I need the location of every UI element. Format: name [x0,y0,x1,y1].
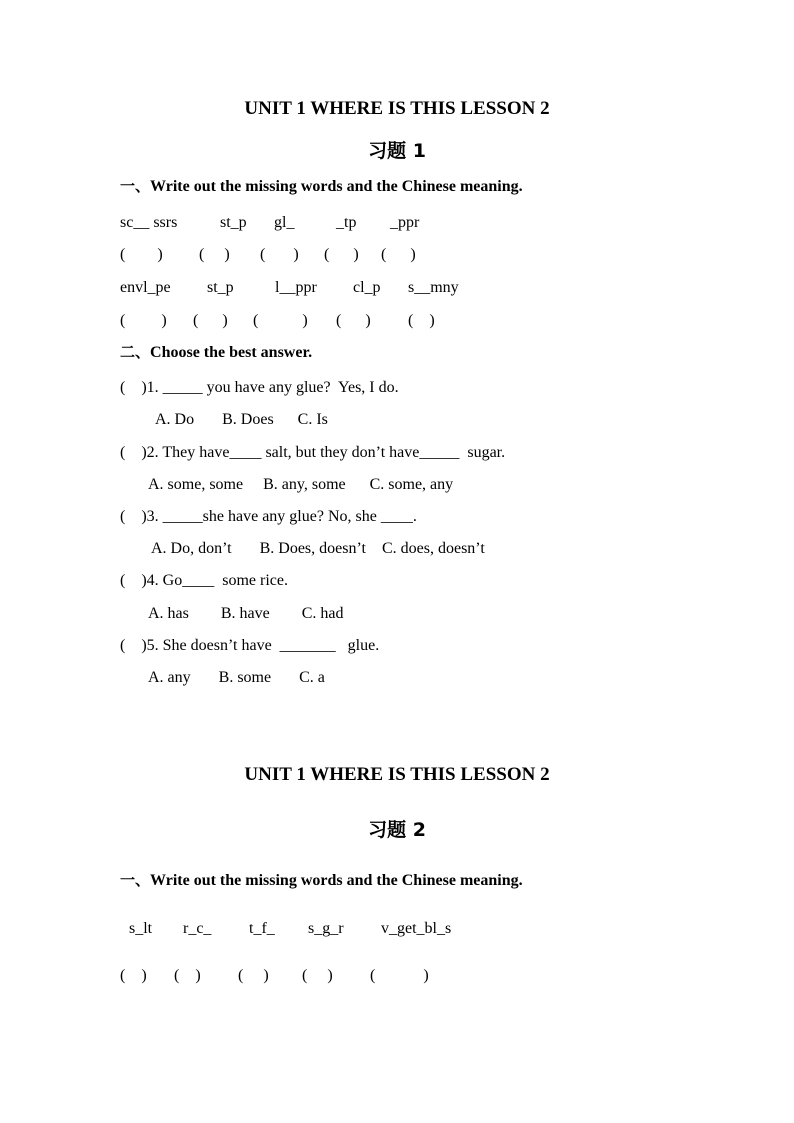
answer-parens: ( ) [120,246,163,263]
answer-parens: ( ) [336,312,371,329]
question-options: A. any B. some C. a [148,669,325,686]
word-blank: _ppr [390,214,420,231]
answer-parens: ( ) [238,967,269,984]
part1-section2-heading [120,342,312,363]
section-prefix: 一、 [120,177,151,195]
question-stem: ( )5. She doesn’t have _______ glue. [120,637,380,654]
word-blank: st_p [207,279,234,296]
question-stem: ( )1. _____ you have any glue? Yes, I do. [120,379,399,396]
part2-title: UNIT 1 WHERE IS THIS LESSON 2 [244,764,550,785]
answer-parens: ( ) [408,312,435,329]
answer-parens: ( ) [174,967,201,984]
section-text: Choose the best answer. [150,344,313,361]
question-stem: ( )4. Go____ some rice. [120,572,288,589]
answer-parens: ( ) [120,967,147,984]
question-options: A. has B. have C. had [148,605,344,622]
section-text: Write out the missing words and the Chinese meaning. [150,872,523,889]
word-blank: s_lt [129,920,153,937]
answer-parens: ( ) [302,967,333,984]
question-options: A. Do, don’t B. Does, doesn’t C. does, doesn’t [151,540,485,557]
answer-parens: ( ) [193,312,228,329]
word-blank: s_g_r [308,920,344,937]
question-stem: ( )3. _____she have any glue? No, she ____. [120,508,417,525]
section-text: Write out the missing words and the Chinese meaning. [150,178,523,195]
question-options: A. some, some B. any, some C. some, any [148,476,454,493]
answer-parens: ( ) [260,246,299,263]
section-prefix: 一、 [120,871,151,889]
part1-title: UNIT 1 WHERE IS THIS LESSON 2 [244,98,550,119]
part1-section1-heading [120,176,523,197]
answer-parens: ( ) [381,246,416,263]
section-prefix: 二、 [120,343,151,361]
word-blank: v_get_bl_s [381,920,452,937]
word-blank: cl_p [353,279,381,296]
part2-subtitle: 习题 2 [368,819,426,841]
question-stem: ( )2. They have____ salt, but they don’t have_____ sugar. [120,444,506,461]
answer-parens: ( ) [199,246,230,263]
word-blank: t_f_ [249,920,275,937]
word-blank: sc__ ssrs [120,214,178,231]
word-blank: _tp [336,214,357,231]
part1-subtitle: 习题 1 [368,140,426,162]
word-blank: st_p [220,214,247,231]
answer-parens: ( ) [120,312,167,329]
word-blank: l__ppr [275,279,317,296]
word-blank: gl_ [274,214,295,231]
word-blank: envl_pe [120,279,171,296]
word-blank: r_c_ [183,920,212,937]
answer-parens: ( ) [253,312,308,329]
answer-parens: ( ) [324,246,359,263]
question-options: A. Do B. Does C. Is [155,411,328,428]
part2-section1-heading [120,870,523,891]
answer-parens: ( ) [370,967,429,984]
word-blank: s__mny [408,279,459,296]
